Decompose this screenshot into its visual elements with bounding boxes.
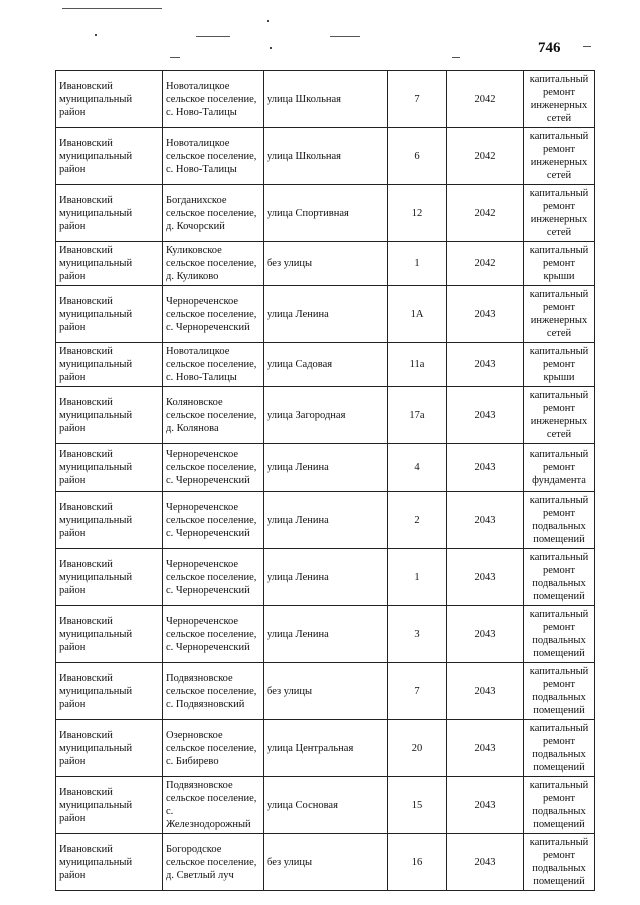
- street-cell: без улицы: [264, 242, 388, 286]
- settlement-cell: Куликовское сельское поселение, д. Куликово: [163, 242, 264, 286]
- work-type-cell: капитальный ремонт подвальных помещений: [524, 720, 595, 777]
- house-number-cell: 17а: [388, 387, 447, 444]
- table-row: [56, 71, 595, 128]
- district-cell: Ивановский муниципальный район: [56, 777, 163, 834]
- year-cell: 2043: [447, 343, 524, 387]
- house-number-cell: 11а: [388, 343, 447, 387]
- settlement-cell: Богданихское сельское поселение, д. Кочорский: [163, 185, 264, 242]
- work-type-cell: капитальный ремонт инженерных сетей: [524, 185, 595, 242]
- table-row: [56, 492, 595, 549]
- settlement-cell: Подвязновское сельское поселение, с. Железнодорожный: [163, 777, 264, 834]
- house-number-cell: 16: [388, 834, 447, 891]
- district-cell: Ивановский муниципальный район: [56, 71, 163, 128]
- table-row: [56, 777, 595, 834]
- housing-repair-table: [55, 70, 595, 891]
- district-cell: Ивановский муниципальный район: [56, 444, 163, 492]
- year-cell: 2043: [447, 387, 524, 444]
- table-row: [56, 286, 595, 343]
- street-cell: улица Центральная: [264, 720, 388, 777]
- work-type-cell: капитальный ремонт инженерных сетей: [524, 128, 595, 185]
- table-row: [56, 387, 595, 444]
- street-cell: улица Ленина: [264, 606, 388, 663]
- house-number-cell: 2: [388, 492, 447, 549]
- street-cell: улица Школьная: [264, 71, 388, 128]
- district-cell: Ивановский муниципальный район: [56, 128, 163, 185]
- year-cell: 2043: [447, 777, 524, 834]
- table-row: [56, 444, 595, 492]
- year-cell: 2043: [447, 606, 524, 663]
- work-type-cell: капитальный ремонт подвальных помещений: [524, 606, 595, 663]
- scan-artifact-line: [330, 36, 360, 37]
- district-cell: Ивановский муниципальный район: [56, 663, 163, 720]
- street-cell: улица Садовая: [264, 343, 388, 387]
- street-cell: улица Спортивная: [264, 185, 388, 242]
- scan-artifact-dot: [270, 47, 272, 49]
- year-cell: 2043: [447, 663, 524, 720]
- table-row: [56, 549, 595, 606]
- table-row: [56, 185, 595, 242]
- district-cell: Ивановский муниципальный район: [56, 185, 163, 242]
- house-number-cell: 12: [388, 185, 447, 242]
- scan-artifact-line: [583, 46, 591, 47]
- settlement-cell: Коляновское сельское поселение, д. Колянова: [163, 387, 264, 444]
- table-body: [56, 71, 595, 891]
- table-row: [56, 242, 595, 286]
- settlement-cell: Новоталицкое сельское поселение, с. Ново-Талицы: [163, 128, 264, 185]
- work-type-cell: капитальный ремонт крыши: [524, 343, 595, 387]
- district-cell: Ивановский муниципальный район: [56, 606, 163, 663]
- street-cell: улица Загородная: [264, 387, 388, 444]
- work-type-cell: капитальный ремонт подвальных помещений: [524, 492, 595, 549]
- year-cell: 2043: [447, 492, 524, 549]
- table-row: [56, 663, 595, 720]
- settlement-cell: Чернореченское сельское поселение, с. Чернореченский: [163, 492, 264, 549]
- district-cell: Ивановский муниципальный район: [56, 549, 163, 606]
- year-cell: 2042: [447, 71, 524, 128]
- settlement-cell: Чернореченское сельское поселение, с. Чернореченский: [163, 549, 264, 606]
- district-cell: Ивановский муниципальный район: [56, 242, 163, 286]
- year-cell: 2042: [447, 128, 524, 185]
- work-type-cell: капитальный ремонт крыши: [524, 242, 595, 286]
- settlement-cell: Подвязновское сельское поселение, с. Подвязновский: [163, 663, 264, 720]
- scan-artifact-line: [196, 36, 230, 37]
- street-cell: улица Сосновая: [264, 777, 388, 834]
- street-cell: улица Ленина: [264, 492, 388, 549]
- settlement-cell: Чернореченское сельское поселение, с. Чернореченский: [163, 286, 264, 343]
- year-cell: 2043: [447, 286, 524, 343]
- street-cell: улица Ленина: [264, 549, 388, 606]
- house-number-cell: 6: [388, 128, 447, 185]
- scan-artifact-line: [170, 57, 180, 58]
- work-type-cell: капитальный ремонт инженерных сетей: [524, 387, 595, 444]
- work-type-cell: капитальный ремонт подвальных помещений: [524, 777, 595, 834]
- house-number-cell: 20: [388, 720, 447, 777]
- work-type-cell: капитальный ремонт фундамента: [524, 444, 595, 492]
- year-cell: 2043: [447, 720, 524, 777]
- district-cell: Ивановский муниципальный район: [56, 387, 163, 444]
- house-number-cell: 7: [388, 71, 447, 128]
- street-cell: улица Ленина: [264, 286, 388, 343]
- house-number-cell: 15: [388, 777, 447, 834]
- table-row: [56, 606, 595, 663]
- table-row: [56, 834, 595, 891]
- street-cell: без улицы: [264, 663, 388, 720]
- district-cell: Ивановский муниципальный район: [56, 720, 163, 777]
- page-number: 746: [538, 40, 561, 56]
- work-type-cell: капитальный ремонт инженерных сетей: [524, 286, 595, 343]
- street-cell: улица Ленина: [264, 444, 388, 492]
- district-cell: Ивановский муниципальный район: [56, 343, 163, 387]
- table-row: [56, 720, 595, 777]
- work-type-cell: капитальный ремонт подвальных помещений: [524, 834, 595, 891]
- scan-artifact-line: [452, 57, 460, 58]
- scan-artifact-dot: [95, 34, 97, 36]
- house-number-cell: 1А: [388, 286, 447, 343]
- street-cell: улица Школьная: [264, 128, 388, 185]
- scan-artifact-line: [62, 8, 162, 9]
- year-cell: 2043: [447, 834, 524, 891]
- house-number-cell: 3: [388, 606, 447, 663]
- house-number-cell: 7: [388, 663, 447, 720]
- settlement-cell: Новоталицкое сельское поселение, с. Ново-Талицы: [163, 71, 264, 128]
- work-type-cell: капитальный ремонт инженерных сетей: [524, 71, 595, 128]
- district-cell: Ивановский муниципальный район: [56, 492, 163, 549]
- settlement-cell: Богородское сельское поселение, д. Светлый луч: [163, 834, 264, 891]
- work-type-cell: капитальный ремонт подвальных помещений: [524, 663, 595, 720]
- scan-artifact-dot: [267, 20, 269, 22]
- settlement-cell: Чернореченское сельское поселение, с. Чернореченский: [163, 606, 264, 663]
- table-row: [56, 128, 595, 185]
- settlement-cell: Озерновское сельское поселение, с. Бибирево: [163, 720, 264, 777]
- street-cell: без улицы: [264, 834, 388, 891]
- house-number-cell: 1: [388, 549, 447, 606]
- table-row: [56, 343, 595, 387]
- work-type-cell: капитальный ремонт подвальных помещений: [524, 549, 595, 606]
- year-cell: 2042: [447, 242, 524, 286]
- house-number-cell: 4: [388, 444, 447, 492]
- house-number-cell: 1: [388, 242, 447, 286]
- settlement-cell: Чернореченское сельское поселение, с. Чернореченский: [163, 444, 264, 492]
- year-cell: 2042: [447, 185, 524, 242]
- year-cell: 2043: [447, 549, 524, 606]
- district-cell: Ивановский муниципальный район: [56, 286, 163, 343]
- year-cell: 2043: [447, 444, 524, 492]
- settlement-cell: Новоталицкое сельское поселение, с. Ново-Талицы: [163, 343, 264, 387]
- district-cell: Ивановский муниципальный район: [56, 834, 163, 891]
